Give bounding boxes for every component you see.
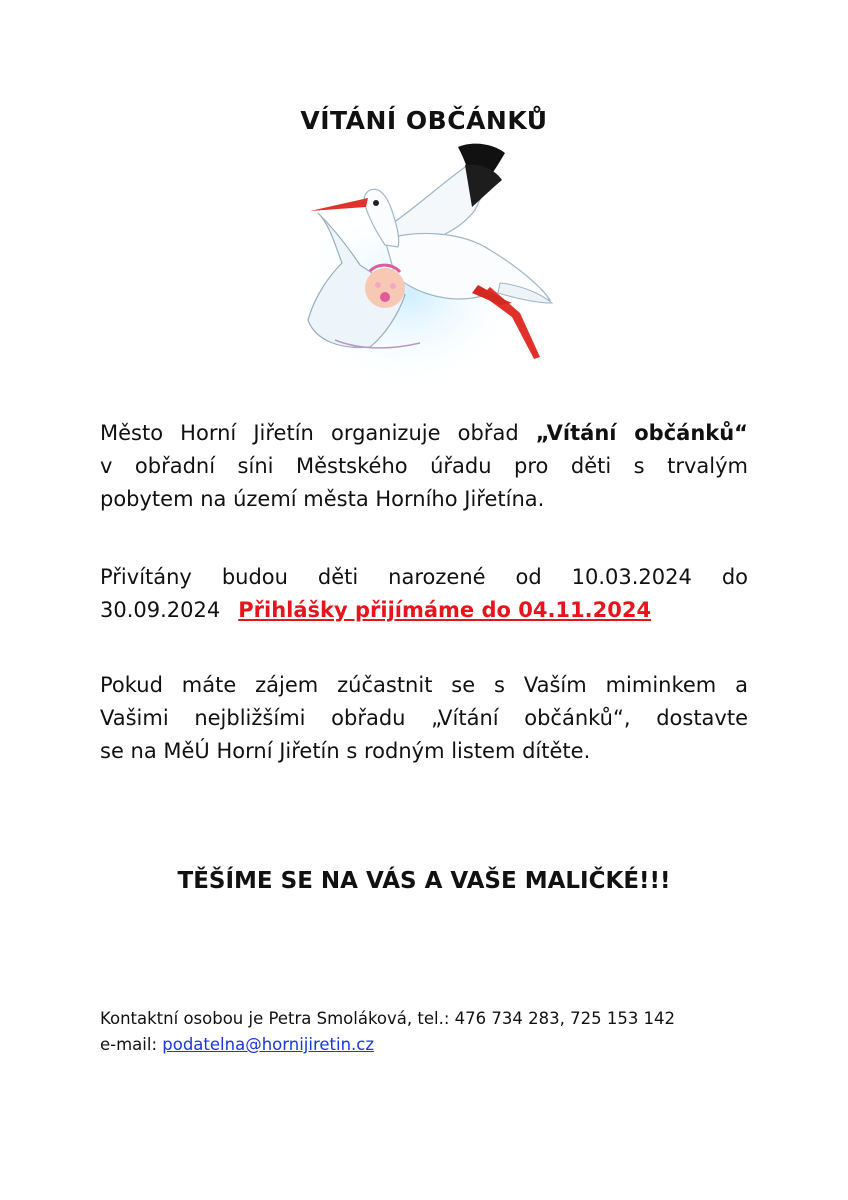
- contact-info: [100, 1006, 760, 1058]
- instructions-paragraph: [100, 669, 748, 768]
- registration-deadline: Přihlášky přijímáme do 04.11.2024: [238, 598, 652, 622]
- instructions-line-2: Vašimi nejbližšími obřadu „Vítání občánků“, dostavte: [100, 706, 748, 730]
- intro-text: Město Horní Jiřetín organizuje obřad: [100, 421, 536, 445]
- instructions-line-3: se na MěÚ Horní Jiřetín s rodným listem dítěte.: [100, 739, 591, 763]
- email-link[interactable]: podatelna@hornijiretin.cz: [162, 1035, 375, 1054]
- ceremony-name: „Vítání občánků“: [535, 421, 748, 445]
- contact-person: Kontaktní osobou je Petra Smoláková, tel.: 476 734 283, 725 153 142: [100, 1009, 676, 1028]
- dates-end: 30.09.2024: [100, 598, 221, 622]
- intro-paragraph: [100, 417, 748, 516]
- intro-line-3: pobytem na území města Horního Jiřetína.: [100, 487, 545, 511]
- intro-line-2: v obřadní síni Městského úřadu pro děti s trvalým: [100, 454, 748, 478]
- instructions-line-1: Pokud máte zájem zúčastnit se s Vaším miminkem a: [100, 673, 748, 697]
- stork-carrying-baby-icon: [290, 135, 560, 385]
- dates-line-1: Přivítány budou děti narozené od 10.03.2024 do: [100, 565, 748, 589]
- email-label: e-mail:: [100, 1035, 163, 1054]
- page-title: VÍTÁNÍ OBČÁNKŮ: [300, 106, 548, 135]
- dates-paragraph: [100, 561, 748, 627]
- closing-message: TĚŠÍME SE NA VÁS A VAŠE MALIČKÉ!!!: [177, 868, 671, 894]
